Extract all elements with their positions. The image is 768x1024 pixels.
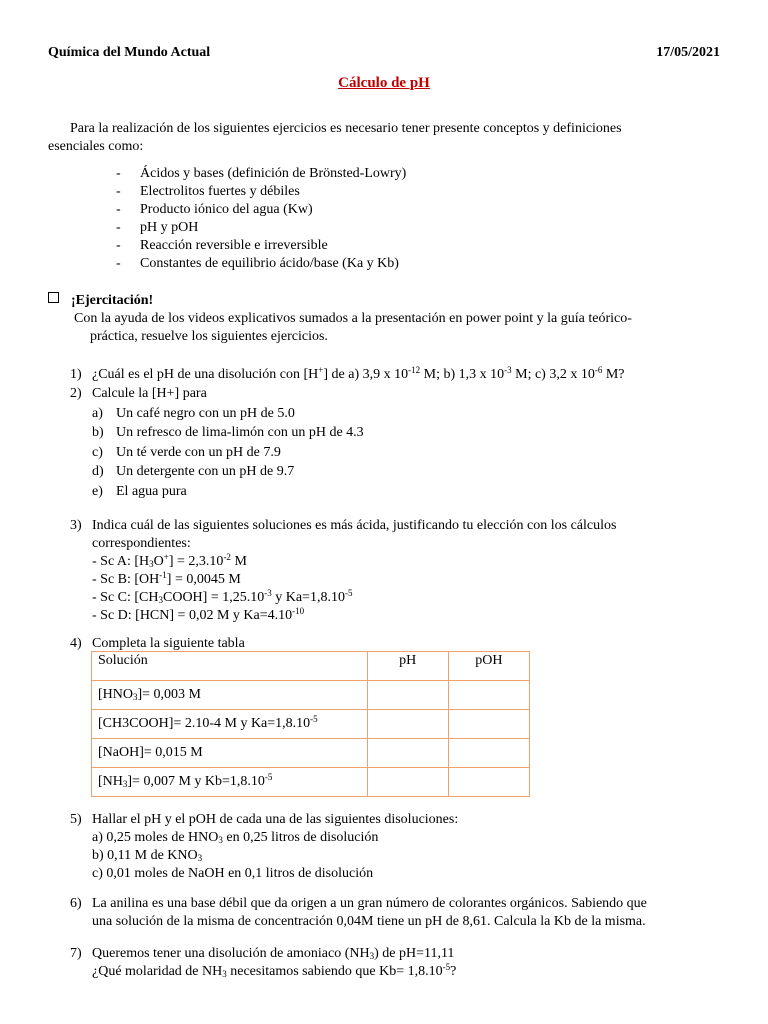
poh-cell[interactable] [448, 681, 529, 710]
text-fragment: 5) [70, 812, 82, 827]
text-fragment: a) [92, 405, 103, 421]
text-fragment: ¿Cuál es el pH de una disolución con [H [92, 367, 319, 382]
document-title: Cálculo de pH [338, 75, 430, 91]
header-poh: pOH [448, 652, 529, 681]
text-fragment: -5 [264, 772, 273, 782]
text-fragment: -6 [594, 365, 603, 375]
text-fragment: Constantes de equilibrio ácido/base (Ka y Kb) [140, 256, 399, 271]
table-row [92, 681, 530, 710]
text-fragment: O [153, 554, 164, 569]
text-fragment: M? [602, 367, 625, 382]
text-fragment: - Sc A: [H [92, 554, 150, 569]
text-fragment: ¡Ejercitación! [71, 293, 154, 308]
text-fragment: -1 [159, 570, 167, 580]
text-fragment: necesitamos sabiendo que Kb= 1,8.10 [226, 964, 443, 979]
text-fragment: + [318, 365, 324, 375]
header-solucion: Solución [92, 652, 368, 681]
text-fragment: [NaOH]= 0,015 M [98, 745, 203, 760]
text-fragment: correspondientes: [92, 536, 191, 551]
text-fragment: Calcule la [H+] para [92, 386, 207, 401]
text-fragment: 3 [369, 951, 375, 961]
list-item [92, 424, 720, 444]
text-fragment: COOH] = 1,25.10 [163, 590, 265, 605]
question-6 [70, 895, 720, 931]
text-fragment: e) [92, 483, 103, 499]
text-fragment: Con la ayuda de los videos explicativos sumados a la presentación en power point y la guía teórico- [74, 311, 632, 326]
text-fragment: b) 0,11 M de KNO [92, 848, 198, 863]
header-ph: pH [367, 652, 448, 681]
list-item [92, 483, 720, 503]
text-fragment: ? [450, 964, 457, 979]
text-fragment: b) [92, 425, 104, 440]
text-fragment: -5 [344, 588, 353, 598]
list-item: - Electrolitos fuertes y débiles [116, 184, 300, 199]
text-fragment: - Sc B: [OH [92, 572, 160, 587]
text-fragment: 3 [149, 559, 154, 569]
text-fragment: ) de pH=11,11 [374, 946, 455, 961]
list-item: - Producto iónico del agua (Kw) [116, 202, 313, 217]
list-item: - Constantes de equilibrio ácido/base (Ka y Kb) [116, 256, 399, 271]
list-item: - Ácidos y bases (definición de Brönsted-Lowry) [116, 166, 407, 181]
poh-cell[interactable] [448, 739, 529, 768]
text-fragment: Electrolitos fuertes y débiles [140, 184, 300, 199]
course-name: Química del Mundo Actual [48, 45, 211, 60]
solution-b [92, 571, 720, 589]
text-fragment: 2) [70, 386, 82, 401]
solution-d [92, 607, 720, 625]
text-fragment: Indica cuál de las siguientes soluciones es más ácida, justificando tu elección con los cálculos [92, 518, 617, 533]
ph-table [91, 651, 530, 797]
ph-cell[interactable] [367, 739, 448, 768]
table-header-row [92, 652, 530, 681]
list-item: - pH y pOH [116, 220, 199, 235]
text-fragment: 3) [70, 518, 82, 533]
text-fragment: ¿Qué molaridad de NH [92, 964, 223, 979]
text-fragment: Reacción reversible e irreversible [140, 238, 328, 253]
ph-cell[interactable] [367, 681, 448, 710]
text-fragment: 3 [197, 853, 203, 863]
text-fragment: esenciales como: [48, 139, 144, 154]
text-fragment: 3 [133, 692, 138, 702]
question-2 [70, 385, 720, 502]
text-fragment: -3 [504, 365, 512, 375]
exercise-intro [74, 310, 714, 346]
poh-cell[interactable] [448, 768, 529, 797]
exercise-heading [48, 292, 153, 310]
text-fragment: Para la realización de los siguientes ejercicios es necesario tener presente conceptos y definiciones [70, 121, 622, 136]
table-row [92, 768, 530, 797]
document-date: 17/05/2021 [656, 45, 720, 60]
text-fragment: M [230, 554, 247, 569]
text-fragment: -12 [408, 365, 421, 375]
list-item [92, 444, 720, 464]
text-fragment: c) 0,01 moles de NaOH en 0,1 litros de disolución [92, 866, 374, 881]
text-fragment: Queremos tener una disolución de amoniaco (NH [92, 946, 370, 961]
text-fragment: -3 [264, 588, 272, 598]
text-fragment: 6) [70, 896, 82, 911]
text-fragment: 1) [70, 367, 82, 382]
text-fragment: práctica, resuelve los siguientes ejercicios. [90, 329, 328, 344]
solution-a [92, 553, 720, 571]
text-fragment: -10 [292, 606, 305, 616]
text-fragment: - Sc D: [HCN] = 0,02 M y Ka=4.10 [92, 608, 293, 623]
text-fragment: El agua pura [116, 483, 187, 499]
text-fragment: Producto iónico del agua (Kw) [140, 202, 313, 217]
text-fragment: pH y pOH [140, 220, 199, 235]
text-fragment: ] de a) 3,9 x 10 [323, 367, 409, 382]
text-fragment: c) [92, 444, 103, 460]
text-fragment: Un detergente con un pH de 9.7 [116, 464, 295, 479]
text-fragment: ]= 0,007 M y Kb=1,8.10 [127, 774, 265, 789]
text-fragment: [CH3COOH]= 2.10-4 M y Ka=1,8.10 [98, 716, 311, 731]
text-fragment: y Ka=1,8.10 [271, 590, 345, 605]
text-fragment: - Sc C: [CH [92, 590, 159, 605]
text-fragment: Un té verde con un pH de 7.9 [116, 444, 281, 460]
text-fragment: una solución de la misma de concentración 0,04M tiene un pH de 8,61. Calcula la Kb de la misma. [92, 914, 646, 929]
text-fragment: 3 [158, 595, 163, 605]
text-fragment: ] = 2,3.10 [168, 554, 224, 569]
ph-cell[interactable] [367, 710, 448, 739]
list-item [92, 405, 720, 425]
text-fragment: [HNO [98, 687, 133, 702]
header [48, 44, 720, 62]
text-fragment: -5 [442, 962, 451, 972]
text-fragment: 7) [70, 946, 82, 961]
text-fragment: Un café negro con un pH de 5.0 [116, 405, 295, 421]
text-fragment: d) [92, 464, 104, 479]
text-fragment: Ácidos y bases (definición de Brönsted-Lowry) [140, 166, 407, 181]
table-row [92, 710, 530, 739]
poh-cell[interactable] [448, 710, 529, 739]
solution-c [92, 589, 720, 607]
text-fragment: 3 [222, 969, 227, 979]
text-fragment: [NH [98, 774, 123, 789]
text-fragment: La anilina es una base débil que da origen a un gran número de colorantes orgánicos. Sabiendo que [92, 896, 647, 911]
text-fragment: 3 [122, 779, 128, 789]
text-fragment: Hallar el pH y el pOH de cada una de las siguientes disoluciones: [92, 812, 459, 827]
text-fragment: Un refresco de lima-limón con un pH de 4.3 [116, 425, 364, 440]
question-3 [70, 517, 720, 625]
text-fragment: -2 [223, 552, 231, 562]
text-fragment: 4) [70, 636, 82, 651]
text-fragment: M; b) 1,3 x 10 [420, 367, 505, 382]
question-1 [70, 366, 720, 384]
table-row [92, 739, 530, 768]
text-fragment: -5 [310, 714, 318, 724]
list-item: - Reacción reversible e irreversible [116, 238, 328, 253]
text-fragment: + [163, 552, 169, 562]
ph-cell[interactable] [367, 768, 448, 797]
question-7 [70, 945, 720, 981]
text-fragment: ] = 0,0045 M [166, 572, 241, 587]
text-fragment: M; c) 3,2 x 10 [511, 367, 595, 382]
text-fragment: en 0,25 litros de disolución [222, 830, 379, 845]
concepts-list [116, 165, 406, 273]
intro-paragraph [48, 120, 720, 156]
list-item [92, 463, 720, 483]
text-fragment: ]= 0,003 M [137, 687, 202, 702]
text-fragment: a) 0,25 moles de HNO [92, 830, 219, 845]
text-fragment: 3 [218, 835, 223, 845]
question-5 [70, 811, 720, 883]
text-fragment: Completa la siguiente tabla [92, 636, 245, 651]
checkbox-bullet-icon [48, 292, 59, 303]
